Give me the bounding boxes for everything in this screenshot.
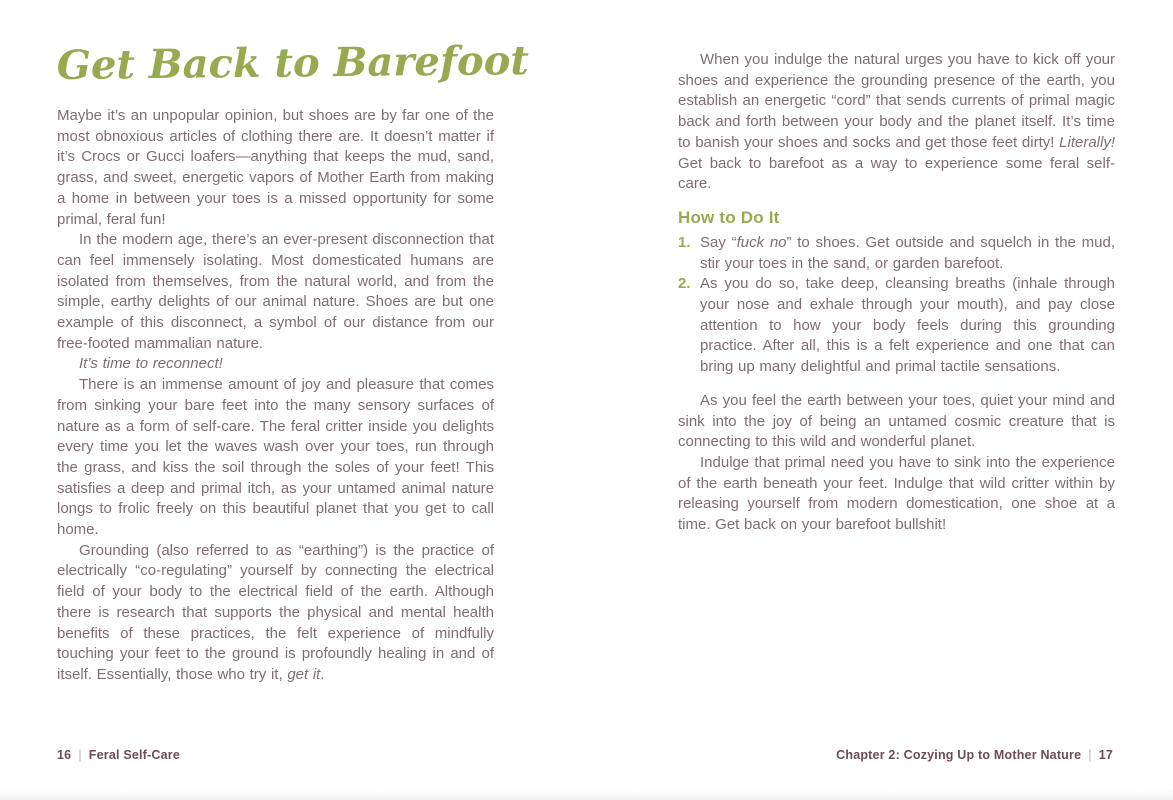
paragraph: As you feel the earth between your toes, quiet your mind and sink into the joy of being an untamed cosmic creature that is connecting to this wild and wonderful planet. <box>678 391 1115 451</box>
footer-divider: | <box>78 748 82 762</box>
list-item <box>678 233 1115 274</box>
paragraph <box>678 50 1115 195</box>
chapter-title: Get Back to Barefoot <box>56 37 530 89</box>
page-number: 17 <box>1098 748 1113 762</box>
paragraph: Indulge that primal need you have to sink into the experience of the earth beneath your feet. Indulge that wild critter within by releasing yourself from modern domestication, one shoe at a time. Get back on your barefoot bullshit! <box>678 453 1115 534</box>
right-page <box>678 50 1115 536</box>
list-item <box>678 274 1115 378</box>
list-number: 2. <box>678 275 691 293</box>
paragraph-text: Grounding (also referred to as “earthing”) is the practice of electrically “co-regulating” yourself by connecting the electrical field of your body to the electrical field of the earth. Although there is research that supports the physical and mental health benefits of these practices, the felt experience of mindfully touching your feet to the ground is profoundly healing in and of itself. Essentially, those who try it, <box>57 541 494 683</box>
footer-right <box>836 748 1113 762</box>
section-heading: How to Do It <box>678 207 780 227</box>
footer-left <box>57 748 180 762</box>
paragraph-italic-text: get it <box>287 665 321 683</box>
footer-divider: | <box>1088 748 1092 762</box>
left-page <box>56 37 530 686</box>
paragraph: In the modern age, there’s an ever-present disconnection that can feel immensely isolating. Most domesticated humans are isolated from themselves, from the natural world, and from the simple, earthy delights of our animal nature. Shoes are but one example of this disconnect, a symbol of our distance from our free-footed mammalian nature. <box>57 231 494 352</box>
chapter-label: Chapter 2: Cozying Up to Mother Nature <box>836 748 1082 762</box>
book-title: Feral Self-Care <box>88 748 180 762</box>
list-text: As you do so, take deep, cleansing breaths (inhale through your nose and exhale through your mouth), and pay close attention to how your body feels during this grounding practice. After all, this is a felt experience and one that can bring up many delightful and primal tactile sensations. <box>700 275 1115 376</box>
paragraph <box>57 541 494 686</box>
list-text: Say “ <box>700 233 737 251</box>
numbered-list <box>678 233 1115 378</box>
paragraph-emphasis: It’s time to reconnect! <box>79 355 223 373</box>
list-text: ” to shoes. Get outside and squelch in the mud, stir your toes in the sand, or garden barefoot. <box>700 233 1115 272</box>
paragraph-intro: Maybe it’s an unpopular opinion, but shoes are by far one of the most obnoxious articles of clothing there are. It doesn’t matter if it’s Crocs or Gucci loafers—anything that keeps the mud, sand, grass, and sweet, energetic vapors of Mother Earth from making a home in between your toes is a missed opportunity for some primal, feral fun! <box>57 107 494 228</box>
list-number: 1. <box>678 233 691 251</box>
page-number: 16 <box>57 748 72 762</box>
paragraph-text: Get back to barefoot as a way to experience some feral self-care. <box>678 154 1115 193</box>
paragraph-italic-text: Literally! <box>1059 133 1115 151</box>
list-italic-text: fuck no <box>736 233 787 251</box>
paragraph: There is an immense amount of joy and pleasure that comes from sinking your bare feet into the many sensory surfaces of nature as a form of self-care. The feral critter inside you delights every time you let the waves wash over your toes, run through the grass, and kiss the soil through the soles of your feet! This satisfies a deep and primal itch, as your untamed animal nature longs to frolic freely on this beautiful planet that you get to call home. <box>57 376 494 539</box>
paragraph-text: When you indulge the natural urges you have to kick off your shoes and experience the grounding presence of the earth, you establish an energetic “cord” that sends currents of primal magic back and forth between your body and the planet itself. It’s time to banish your shoes and socks and get those feet dirty! <box>678 51 1115 151</box>
paragraph-text: . <box>320 665 325 683</box>
page-bottom-edge <box>0 790 1173 800</box>
